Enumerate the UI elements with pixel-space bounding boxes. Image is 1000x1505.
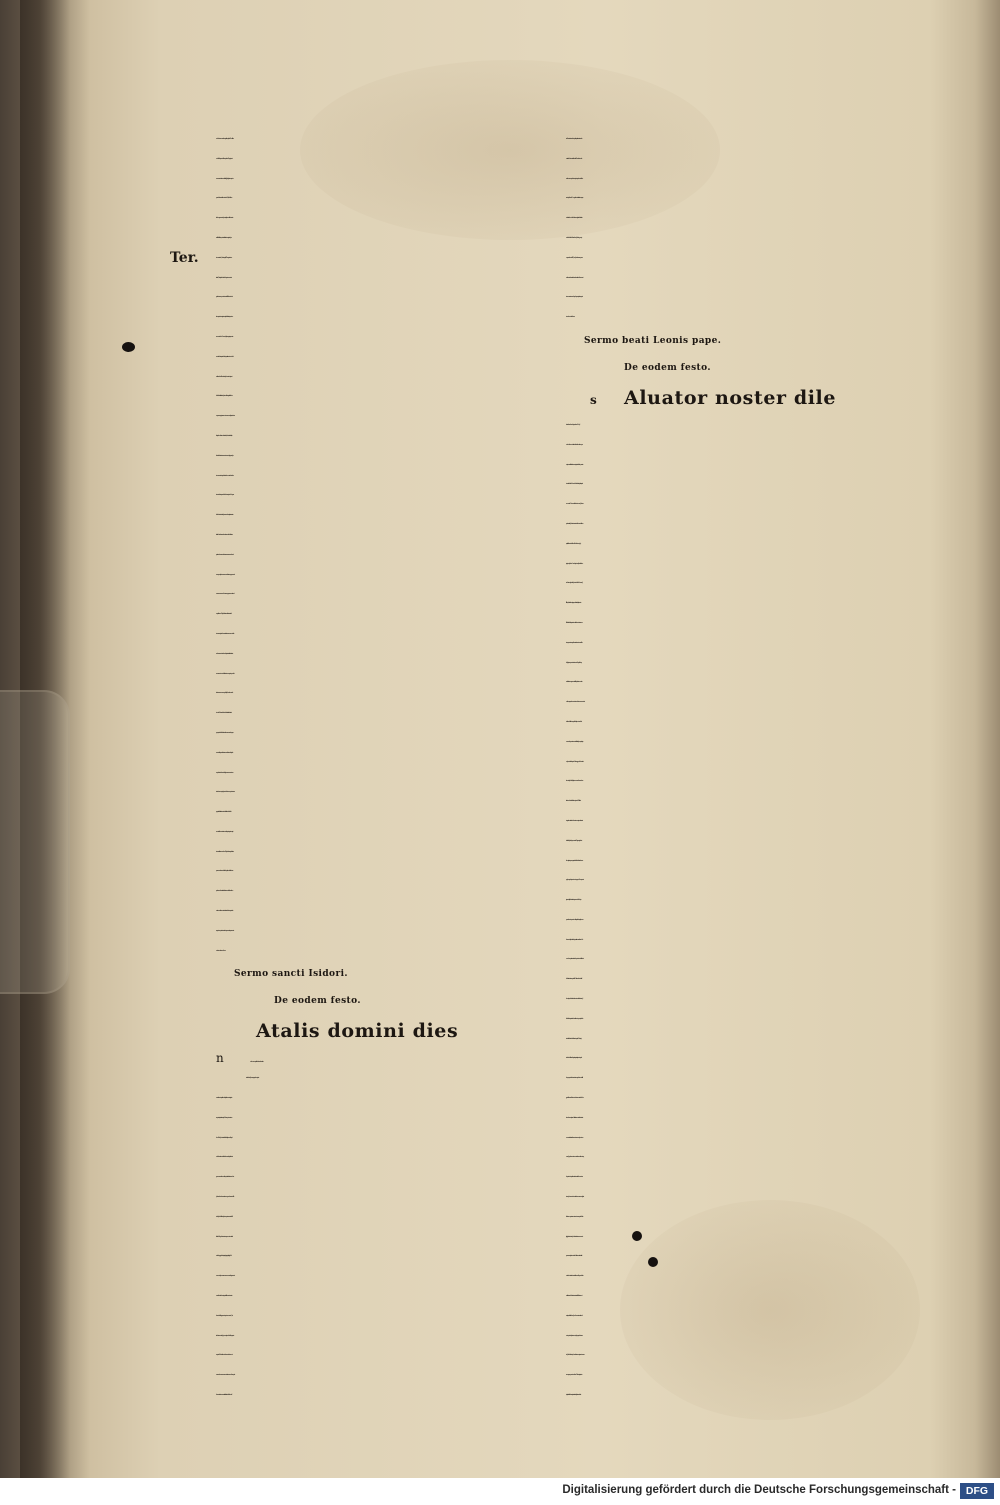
text-line: supto mortalitatis timore: ingerit nobis de pmissa	[566, 464, 584, 466]
text-line: tim ex q in vtero vginis cocipi z ho fieri inciperet: ve	[216, 317, 233, 319]
footer-bar	[0, 1478, 1000, 1505]
ink-blot	[648, 1257, 658, 1267]
text-line: z cofitenda est. Ide veritate plen' erat z est: ipsa vi	[216, 376, 233, 378]
text-line: opandu erat a spusctc colloqo discit angelico: nec	[566, 919, 584, 921]
text-line: perduceret huanitatis: fz z incomutabile nobis es	[216, 891, 233, 893]
text-line: in memoria reuocet' q nat' e xps: q viuit z regnat	[566, 297, 583, 299]
digitization-credit: Digitalisierung gefördert durch die Deutsche Forschungsgemeinschaft -	[562, 1484, 956, 1496]
text-line: sed peccati toti' experte. Alienu qppe ab hac natiui	[566, 761, 584, 763]
text-line: ne secernit'. Una a cuctis leticie: cois e ro: q2 dns nr	[566, 504, 584, 506]
text-line: operu: no solu nos ad videdu gliam clarificate sue	[216, 871, 234, 873]
text-line: eo xps nat' e natal' d'. Queq3 io obseruare per re	[566, 257, 583, 259]
text-line: secula seculorum: Amen.	[216, 950, 226, 952]
text-line: ignari cosilij ad inusitatos paueret effect': q i ea	[566, 900, 582, 902]
text-line: ita se ad susceptione huilitatis nre sine diminutioe	[566, 1117, 584, 1119]
text-line: solenitas: hec est dies hui' noua z gliosa festiuitas	[566, 218, 583, 220]
text-line: mitas: ab eternitate mortalitas: z ad dependendu	[566, 1276, 584, 1278]
text-line: eternitate leticia. Nemo ab hui' alacritat pticipatio	[566, 484, 583, 486]
text-line: infans cui' est vni' diei vita sup terra. Nibil i ista	[566, 801, 581, 803]
text-line: nuo sp amplectamur amore: diuinam p qua creati	[216, 574, 235, 576]
text-line: tegritati nibil corruptionis intulit partus salutis	[566, 1395, 581, 1397]
text-line: tet fres charissimi: vt q huana redemptionis nri na	[216, 515, 234, 517]
text-line: assumedo carnem: no mutatu in carne. Assumpsit	[216, 1375, 235, 1377]
sermon-opening-title: Atalis domini dies	[256, 1020, 459, 1043]
text-line: tura veri bois qua no habebat suscipiens. Un opor	[216, 495, 234, 497]
text-line: qo patri diuinitate nos interi' viuificado ad diui	[216, 812, 232, 814]
text-line: pariter z humana ei' natura non annuo: sed conti	[216, 554, 234, 556]
text-line: psona suscipit a maiestate huilitas: a virtute infir	[566, 1256, 583, 1258]
text-line: genere suo radice malicie z peti traduxit: crescebat	[216, 1177, 234, 1179]
text-line: regnat cum patre in vnitate spussancti: per omnia	[216, 930, 234, 932]
text-line: uolutu circulu anni festa solennitate debemus: vt	[566, 277, 584, 279]
text-line: aduent' dei fact' ad hoies. Ita q3 dies iste, p eo q i	[566, 237, 582, 239]
sermon-subheading: De eodem festo.	[274, 996, 361, 1007]
text-line: tre manens totu qd erat: tota de semine dauid na	[216, 475, 234, 477]
text-line: cu nec sic qdem errores suos ammonit' agnosceret	[216, 1276, 235, 1278]
text-line: vnita passibili: deusq3 ver' ho: verus in vnitate de	[566, 1315, 583, 1317]
text-line: sine assumptioe humanitatis nos recreare erat ido	[216, 633, 234, 635]
text-line: ficatio: nec superiore minueret assumptio. Salua	[566, 1216, 584, 1218]
text-line: nitate: nos recreare nequit. Atq3 io verbu caro fa	[216, 693, 233, 695]
text-line: dueret z boib' appareret: z petores sanaret. Qui	[216, 1315, 233, 1317]
text-line: est: du omps dns cu seuissimo hoste no sua maiesta	[566, 702, 585, 704]
text-line: em de coceptois nouitate despiceret: cui efficientia	[566, 959, 584, 961]
text-line: tiuitate hodie annua deuotioe recolim': et diuina	[216, 534, 233, 536]
right-column	[566, 130, 914, 1406]
text-line: ppter liberandu hoiem ab eterna morte fact' e bo	[566, 1098, 584, 1100]
text-line: he est. Postq3 em inuidia diaboli parens ille pm'	[216, 1137, 233, 1139]
text-line: no potuit. Ut aut videret: verbu caro factum est:	[216, 1355, 233, 1357]
text-line: z resurgere posset ex altero. Merito virginee in	[566, 1375, 583, 1377]
text-line: minis fact' est mortal' in nobis. Pro nobis em de	[566, 158, 583, 160]
text-line: ne assumente se z habitante in se: z opante p se diui	[216, 673, 235, 675]
text-line: des etia pcedetis attestatioe miraculi: donaturq3	[566, 999, 583, 1001]
text-line: io in hoiem venit: q2 p semetipm ab boib' cognosci	[216, 1335, 234, 1337]
text-line: nea: huana aut eiusde redeptoris nri infirmitas: si	[216, 653, 233, 655]
text-line: rat sterili: datur' no dubitaret z vgini. Uerbu igi	[566, 1038, 582, 1040]
sermon-heading: Sermo sancti Isidori.	[234, 969, 348, 980]
text-line: nobis manes qd erat: suscipies qd no erat: vt libe	[566, 178, 583, 180]
left-column	[216, 130, 556, 1406]
text-line: pinqt ad palma. Gaudeat petor: q2 inuitat' ad ve	[566, 563, 583, 565]
text-line: in secula seculoz: Amen.	[566, 317, 575, 319]
ink-blot	[122, 342, 135, 352]
text-line: tussancti dona cocederet. Et post bonoz pfectione	[216, 851, 234, 853]
text-line: no solum bois xpi: sed z dei genitrix recte crededa	[216, 356, 234, 358]
text-line: ctu est. i. de' homo fact' est: z habitauit i nobis: vt	[216, 713, 232, 715]
text-line: ro q erat in patris impio. Cui' suscepte carnis ca	[216, 1117, 233, 1119]
text-line	[216, 1049, 556, 1069]
text-line: peti mortisq3 destructor: sicut nullu a reatu liberu	[566, 523, 584, 525]
text-line: ad eu huiuscemodi a magnifica gloria: Hic est filius	[216, 139, 234, 140]
text-line: te: fz i nra huilitate cogredit: obijcies ei cande for	[566, 721, 582, 723]
text-line: cu pditi essem'. Et qde diuina coditoris nri virt'	[216, 614, 232, 616]
text-line: re: p nobis cotra hoste cofligere: nram morte mo	[216, 772, 234, 774]
text-line: institut' est: q2 in eo xps p redemptioe	[246, 1078, 259, 1080]
text-line: tate est: qd de oib' legit: nemo mund' a sorde: nec	[566, 781, 584, 783]
text-line: singulare natiuitate de carnis cocupiscetia transi	[566, 820, 583, 822]
text-line: ma: eandeqs natura: mortalitatis qde nre pticipe:	[566, 741, 584, 743]
text-line: spus ei' dono mirifice sunt refecti. Quib' oib' ma	[216, 198, 232, 200]
text-line: fili' fm plenitudine tpis: qua diuini osilij inscruta	[566, 603, 582, 605]
text-line: riendo ac resurgedo posset destruere: p coeternam	[216, 792, 235, 794]
text-line: sumus cu no essem': humana p qua recreati sum'	[216, 594, 235, 596]
text-line: cu quo vna xpi psona esset assumere dignata est no	[216, 416, 235, 418]
text-line: seduct' vaniter cecidit: cofestim exul z pditus in oi	[216, 1157, 233, 1159]
guide-letter: n	[216, 1051, 224, 1066]
text-line: idoloz. Voles g deus terminare peccatu: cosuluit	[216, 1236, 233, 1238]
text-line: bol' p ipam qua vicerat vinceret'. In q coflictu p	[566, 662, 582, 664]
text-line: one resurrectiois: asceslionilq3 ipsi' gloria cospecta	[216, 178, 234, 180]
text-line: tura generis assupsit huani: vt inuetor mort' dia	[566, 642, 583, 644]
sermon-heading: Sermo beati Leonis pape.	[584, 335, 722, 346]
text-line: nia. Animet' gentilis: q2 vocat' ad vita. Dei nanq3	[566, 583, 583, 585]
text-line-content: ea de causa a patrib' votiua solennitate	[250, 1062, 264, 1064]
text-line: tre couenirer. Qd aut sequit: [ Plenu gratie z ve	[216, 257, 232, 259]
text-line: sentia sue diuine maiestatis osideret: in qua viuit z	[216, 911, 233, 913]
text-line: igit' ppietate vtriusq3 substantie: z in vna coeunte	[566, 1236, 583, 1238]
text-line: nifeste cognouerut q hmoi glia no cuilibet sancto	[216, 218, 234, 220]
text-line: z ide ho: in natura dei equalis patri: in natura bo	[566, 139, 583, 140]
text-line: deo patri est equalis vniret: z tanto federe natura	[566, 1177, 583, 1179]
text-line: sue maiestatis inclinans: vt manens qd erat assu	[566, 1137, 584, 1139]
text-line: coditiois nre debitu: natura inuiolabil' nature est	[566, 1296, 583, 1298]
text-line: em fas est locu ee tristicie vbi natalis est vite: q con	[566, 444, 583, 446]
text-line: vtranq3 cosereret: vt nec inferiore cosumeret glori	[566, 1197, 584, 1199]
text-line: sis vbiq3 sceleribl: z qd est nequius omniu cultib'	[216, 1216, 233, 1218]
text-line: delicet vbi diuinitate q hoiem illu singularit electu	[216, 396, 233, 398]
text-line: mund': misit deus vnigenitu filiu suu vt carne in	[216, 1296, 233, 1298]
dfg-logo: DFG	[960, 1483, 994, 1499]
text-line: danu credit pudoris dei genitrix mox futura. Cur	[566, 939, 583, 941]
text-line: elizabeth inopinata fecunditas: vt q coceptu dede	[566, 1018, 584, 1020]
sermon-subheading: De eodem festo.	[624, 362, 711, 373]
text-line: rus esset z deus. Un z eade gliosa sp virgo maria	[216, 336, 233, 338]
text-line: me' dilect' in quo mihi bn coplacui. Et post passi	[216, 158, 233, 160]
text-line: deu: p que oia facta sunt: z sine quo factu est nibil:	[566, 1078, 583, 1080]
text-line: ei humanitate: no amisit diuinitate. Ita idem de'	[216, 1395, 233, 1397]
text-line: q3 in malu vehementius ome genus huanu: diffu	[216, 1197, 234, 1199]
text-line: tur dei: deus filius dei: qui in principio erat apud	[566, 1058, 582, 1060]
text-line: raret qd fecerat. Hec e g dnice natiuitatis magna	[566, 198, 584, 200]
text-line: nobis inito magno z mirabili eqtatis iure certatu	[566, 682, 583, 684]
text-line: atq3 ide dei boimq3 mediator: z mori posset ex vno	[566, 1355, 585, 1357]
ink-blot	[632, 1231, 642, 1241]
text-line: mudi nasci corpaliter voluit: pdiens ex virgis vte	[216, 1098, 233, 1100]
text-line: p cognatu bois habitu nobis coseruando cogruc	[216, 732, 234, 734]
text-line: us tempat: vt qd nris remedijs cogruebat: vnus	[566, 1335, 583, 1337]
sermon-opening-title	[566, 382, 914, 416]
text-line: de altissimi vrture pmittit'. Cofirmat' credentis fi	[566, 979, 582, 981]
guide-letter: s	[590, 392, 598, 407]
text-line: faciendo bois natura comutans: sed ipa apud pa	[216, 455, 234, 457]
marginal-note: Ter.	[170, 250, 199, 266]
text-line: ru: fz illi soli boi q esset in diuinitate vnigenit' a pa	[216, 237, 232, 239]
text-line: na sustollere: remissione nobis petoz parte z spiri	[216, 831, 233, 833]
text-line: gulari munere p ceteris mortalib' datu est: vt sta	[216, 297, 233, 299]
text-line: dice stirpis: q sacro grauidada fetu diuina huana	[566, 860, 583, 862]
text-line: bilis altitudo disposuit: recociliadu auctori suo na	[566, 622, 583, 624]
title-text: Aluator noster dile	[624, 386, 837, 409]
text-line: ritatis. ] Gratia plen' erat ide ho xps iesus: cui sin	[216, 277, 232, 279]
text-line: uit: nibil de peti lege manauit. Uirgo regia daui	[566, 840, 582, 842]
text-line: mesq3 qd non erat: vera serui forma ei forme in q	[566, 1157, 584, 1159]
text-line: ctissimi bodie nat' est: gaudeam'. Neq3	[566, 424, 580, 426]
text-line: aliquid sue diuine substantie (vt heretici volut) in	[216, 435, 233, 437]
text-line: qs plem pri' cociperet mete q corpe. Et ne superni	[566, 880, 584, 882]
text-line: re: nos alloquendo instruere: nobis viuedi via pbe	[216, 752, 234, 754]
text-line: repitita liberadis oib' venit. Exultet scus: q2 p	[566, 543, 581, 545]
text-line: verbo: lege: pphetis: signis: plagis: pdigijs. Sed	[216, 1256, 232, 1258]
page-clip-edge	[0, 690, 70, 994]
